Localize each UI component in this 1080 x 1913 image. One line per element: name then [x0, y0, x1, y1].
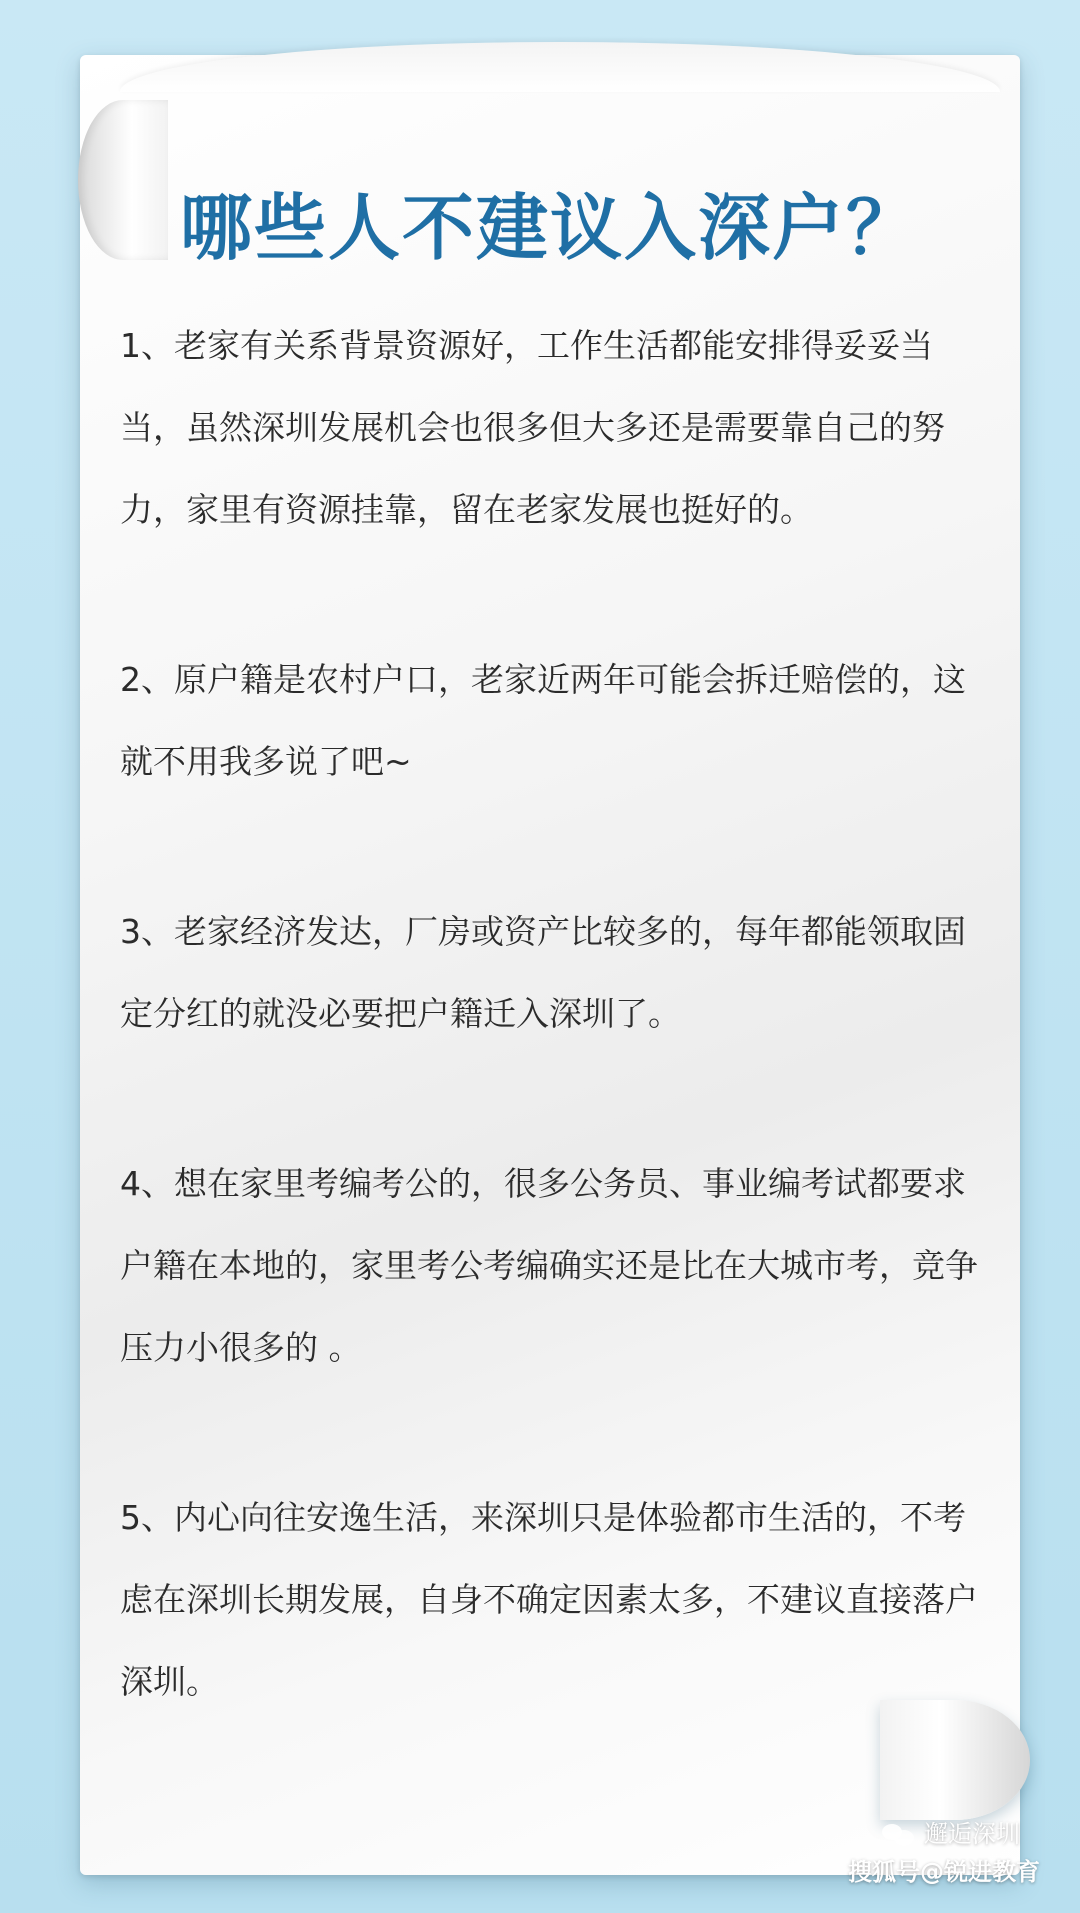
article-body [120, 305, 990, 1723]
list-item-2: 2、原户籍是农村户口，老家近两年可能会拆迁赔偿的，这就不用我多说了吧~ [120, 660, 966, 781]
list-item-4: 4、想在家里考编考公的，很多公务员、事业编考试都要求户籍在本地的，家里考公考编确实还是比在大城市考，竞争压力小很多的 。 [120, 1164, 978, 1367]
wechat-icon [882, 1822, 916, 1846]
watermark-account: 邂逅深圳 [924, 1820, 1020, 1848]
list-item-3: 3、老家经济发达，厂房或资产比较多的，每年都能领取固定分红的就没必要把户籍迁入深圳了。 [120, 912, 966, 1033]
page-title: 哪些人不建议入深户？ [179, 185, 920, 270]
watermark [848, 1820, 1040, 1886]
paper-top-curl [120, 42, 1000, 92]
watermark-platform: 搜狐号@锐进教育 [848, 1858, 1040, 1886]
watermark-account-row [882, 1820, 1020, 1848]
list-item-5: 5、内心向往安逸生活，来深圳只是体验都市生活的，不考虑在深圳长期发展，自身不确定因素太多，不建议直接落户深圳。 [120, 1498, 978, 1701]
list-item-1: 1、老家有关系背景资源好，工作生活都能安排得妥妥当当，虽然深圳发展机会也很多但大多还是需要靠自己的努力，家里有资源挂靠，留在老家发展也挺好的。 [120, 326, 945, 529]
